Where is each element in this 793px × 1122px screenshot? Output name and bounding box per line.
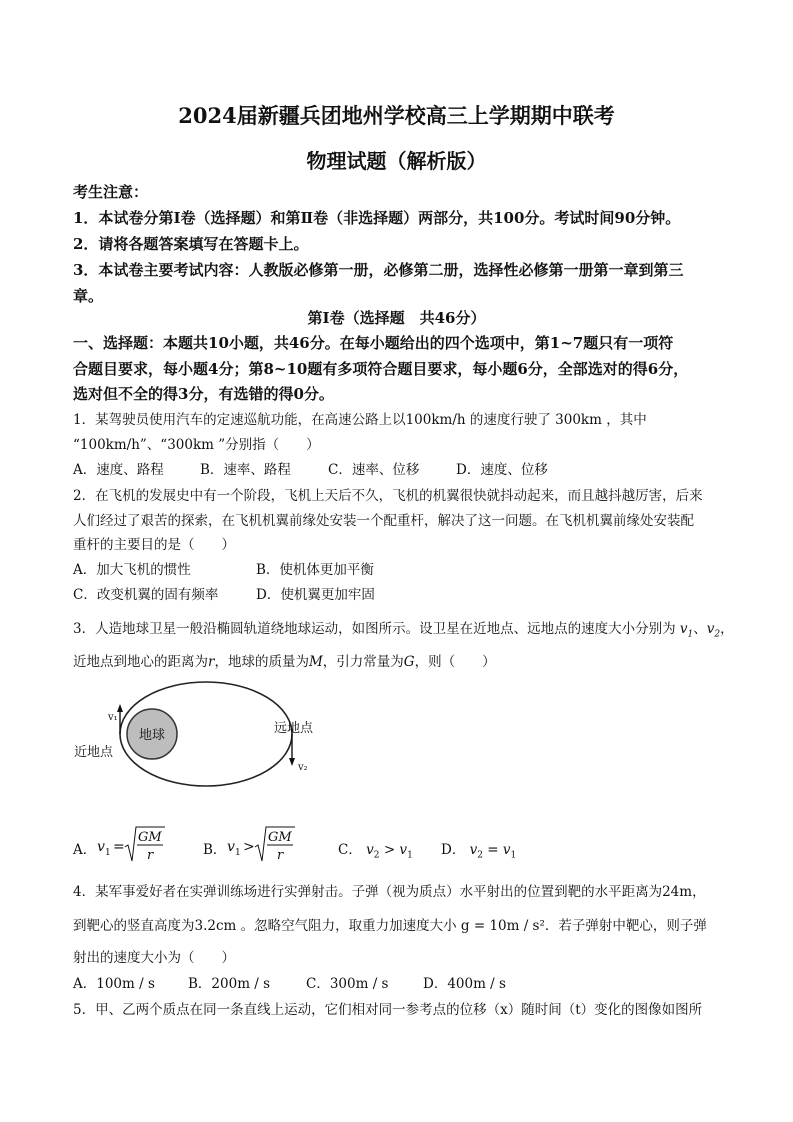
svg-text:r: r (147, 848, 154, 863)
q4-stem-1: 4．某军事爱好者在实弹训练场进行实弹射击。子弹（视为质点）水平射出的位置到靶的水平距离为24m， (73, 884, 706, 900)
section-title: 第Ⅰ卷（选择题 共46分） (307, 309, 486, 327)
svg-text:>: > (243, 839, 255, 855)
q2-stem-2: 人们经过了艰苦的探索，在飞机机翼前缘处安装一个配重杆，解决了这一问题。在飞机机翼前缘处安装配 (73, 513, 694, 529)
perigee-label: 近地点 (74, 745, 114, 760)
q1-stem-2: “100km/h”、“300km ”分别指（ ） (73, 437, 320, 453)
svg-text:1: 1 (235, 848, 241, 858)
v2-arrowhead (289, 758, 295, 766)
q4-stem-3: 射出的速度大小为（ ） (73, 950, 235, 966)
notice-item-2: 2．请将各题答案填写在答题卡上。 (73, 235, 309, 253)
q2-stem-3: 重杆的主要目的是（ ） (73, 537, 235, 553)
q1-stem-1: 1．某驾驶员使用汽车的定速巡航功能，在高速公路上以100km/h 的速度行驶了 300km ，其中 (73, 412, 647, 428)
section-intro-1: 一、选择题：本题共10小题，共46分。在每小题给出的四个选项中，第1~7题只有一项符 (73, 334, 674, 352)
section-intro-2: 合题目要求，每小题4分；第8~10题有多项符合题目要求，每小题6分，全部选对的得6分， (73, 360, 689, 378)
q3-var-v2: $v_2$ (706, 621, 721, 640)
svg-text:v: v (97, 839, 105, 855)
q4-option-a: A．100m / s (73, 976, 155, 992)
svg-text:v: v (227, 839, 235, 855)
q3-option-a-formula (95, 823, 175, 867)
q3-option-a: A． (73, 842, 97, 858)
q5-stem-1: 5．甲、乙两个质点在同一条直线上运动，它们相对同一参考点的位移（x）随时间（t）变化的图像如图所 (73, 1002, 703, 1018)
q1-option-a: A．速度、路程 (73, 462, 164, 478)
q3-orbit-figure (70, 680, 330, 790)
q3-option-c: C． $v_2 > v_1$ (338, 842, 413, 861)
v2-label: v₂ (298, 762, 308, 773)
v1-label: v₁ (108, 712, 118, 723)
svg-text:1: 1 (105, 848, 111, 858)
q3-stem-1-text: 3．人造地球卫星一般沿椭圆轨道绕地球运动，如图所示。设卫星在近地点、远地点的速度大小分别为 (73, 621, 676, 637)
q4-option-b: B．200m / s (188, 976, 271, 992)
q3-option-d: D． $v_2 = v_1$ (441, 842, 517, 861)
q1-option-d: D．速度、位移 (456, 462, 548, 478)
q3-stem-1: 3．人造地球卫星一般沿椭圆轨道绕地球运动，如图所示。设卫星在近地点、远地点的速度大小分别为 $v_1$、$v_2$， (73, 621, 734, 640)
notice-item-3: 3．本试卷主要考试内容：人教版必修第一册，必修第二册，选择性必修第一册第一章到第三 (73, 261, 684, 279)
exam-subtitle: 物理试题（解析版） (306, 149, 487, 173)
q2-option-c: C．改变机翼的固有频率 (73, 587, 219, 603)
notice-item-1: 1．本试卷分第Ⅰ卷（选择题）和第Ⅱ卷（非选择题）两部分，共100分。考试时间90分钟。 (73, 209, 681, 227)
q2-option-d: D．使机翼更加牢固 (256, 587, 375, 603)
q2-option-a: A．加大飞机的惯性 (73, 562, 191, 578)
exam-title: 2024届新疆兵团地州学校高三上学期期中联考 (178, 103, 615, 128)
q2-stem-1: 2．在飞机的发展史中有一个阶段，飞机上天后不久，飞机的机翼很快就抖动起来，而且越抖越厉害，后来 (73, 488, 703, 504)
q4-option-c: C．300m / s (306, 976, 389, 992)
q4-stem-2: 到靶心的竖直高度为3.2cm 。忽略空气阻力，取重力加速度大小 g = 10m / s²．若子弹射中靶心，则子弹 (73, 918, 707, 934)
v1-arrowhead (117, 704, 123, 712)
svg-text:GM: GM (138, 830, 162, 845)
apogee-label: 远地点 (274, 721, 314, 736)
q1-option-b: B．速率、路程 (200, 462, 291, 478)
q3-option-b-formula (225, 823, 305, 867)
svg-text:r: r (277, 848, 284, 863)
notice-item-3-cont: 章。 (73, 287, 104, 305)
section-intro-3: 选对但不全的得3分，有选错的得0分。 (73, 385, 334, 403)
q1-option-c: C．速率、位移 (328, 462, 420, 478)
q4-option-d: D．400m / s (423, 976, 506, 992)
q3-var-v1: $v_1$ (679, 621, 694, 640)
q2-option-b: B．使机体更加平衡 (256, 562, 374, 578)
q3-option-b: B． (203, 842, 227, 858)
q3-stem-2: 近地点到地心的距离为r，地球的质量为M，引力常量为G，则（ ） (73, 654, 496, 670)
svg-text:=: = (113, 839, 125, 855)
earth-label: 地球 (138, 728, 166, 743)
svg-text:GM: GM (268, 830, 292, 845)
notice-heading: 考生注意： (73, 183, 149, 201)
